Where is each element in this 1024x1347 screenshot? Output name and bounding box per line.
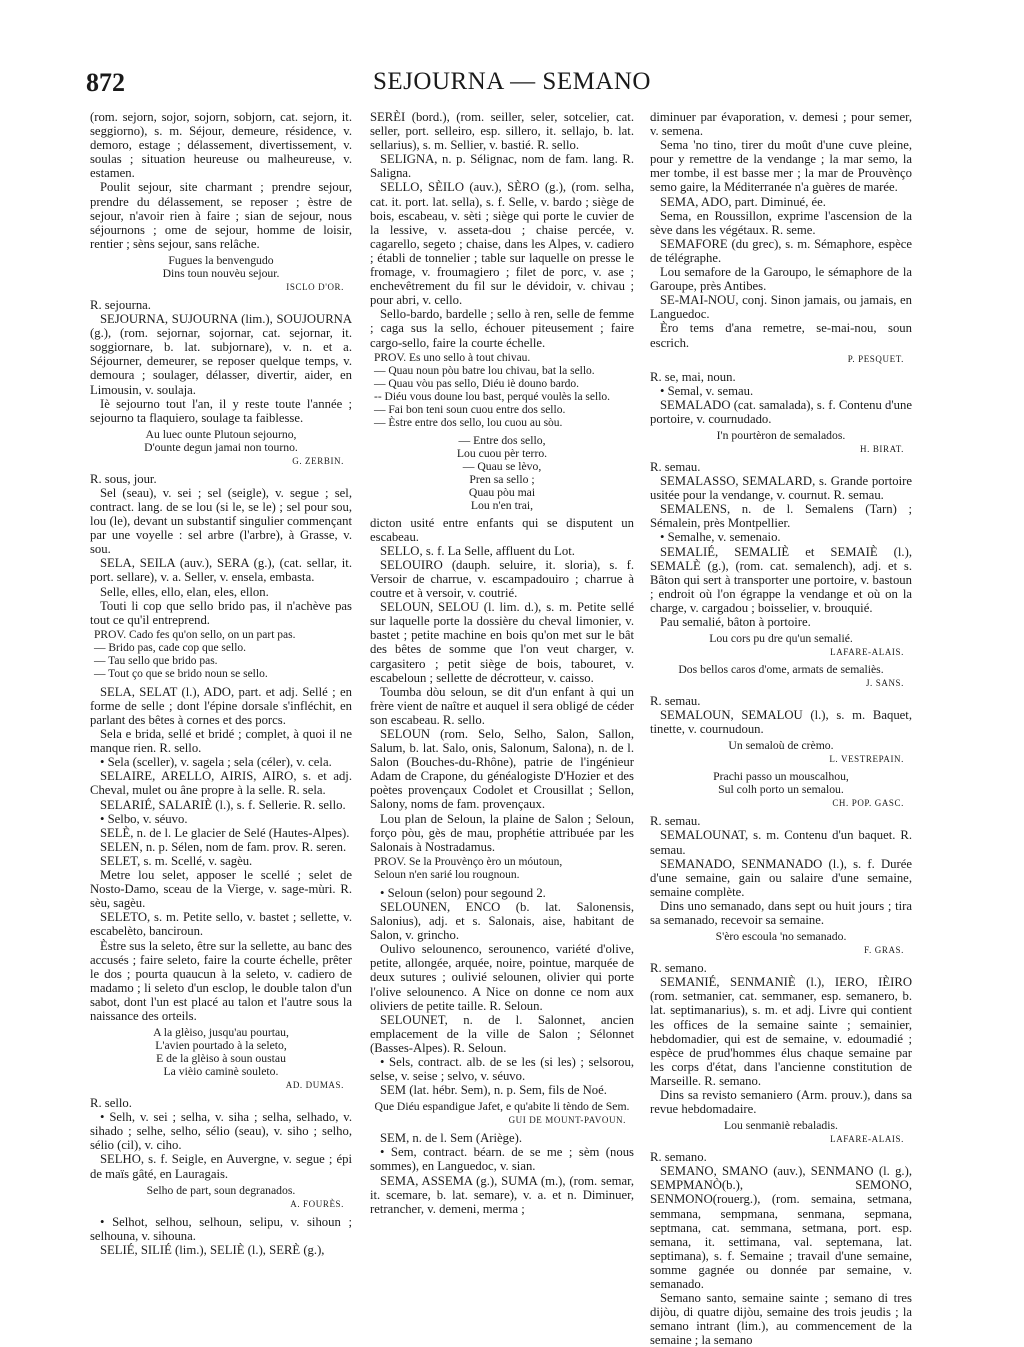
verse-line: Que Diéu espandigue Jafet, e qu'abite li tèndo de Sem. <box>374 1100 630 1114</box>
dictionary-entry: SEMA, ADO, part. Diminué, ée. <box>660 194 826 209</box>
proverb-line: Seloun n'en sarié lou rougnoun. <box>374 868 520 881</box>
quotation-author: CH. POP. GASC. <box>832 798 904 809</box>
dictionary-entry: SELA, SEILA (auv.), SERA (g.), (cat. sellar, it. port. sellare), v. a. Seller, v. ensela, embasta. <box>90 556 352 585</box>
dictionary-entry: SEMALADO (cat. samalada), s. f. Contenu d'une portoire, v. cournudado. <box>650 397 912 426</box>
verse-quotation <box>90 254 352 294</box>
dictionary-entry: Selle, elles, ello, elan, eles, ellon. <box>100 584 269 599</box>
verse-quotation <box>650 1119 912 1146</box>
quotation-author: G. ZERBIN. <box>292 455 344 466</box>
verse-quotation <box>650 353 912 366</box>
dictionary-entry: Oulivo selounenco, serounenco, variété d'olive, petite, allongée, arquée, noire, pointue, marquée de deux sutures ; oulivié selounen, olivier qui porte l'olive selounenco. A Nice on donne ce nom aux oliviers de petite taille. R. Seloun. <box>370 942 634 1013</box>
proverb-line: — Tau sello que brido pas. <box>94 654 218 667</box>
verse-line: D'ounte degun jamai non tourno. <box>144 440 298 454</box>
verse-line: Dins toun nouvèu sejour. <box>162 266 280 280</box>
verse-quotation <box>90 428 352 468</box>
dictionary-entry: diminuer par évaporation, v. demesi ; pour semer, v. semena. <box>650 110 912 139</box>
dictionary-entry: SERÈI (bord.), (rom. seiller, seler, sotcelier, cat. seller, port. selleiro, esp. sillero, it. sellajo, b. lat. sellarius), s. m. Sellier, v. bastié. R. sello. <box>370 110 634 153</box>
quotation-author: L. VESTREPAIN. <box>829 754 904 765</box>
dictionary-entry: Lou plan de Seloun, la plaine de Salon ; Seloun, forço pòu, gès de mau, prophétie attribuée par les Salonais à Nostradamus. <box>370 811 634 854</box>
dictionary-entry: • Semal, v. semau. <box>660 383 754 398</box>
verse-line: Sul colh porto un semalou. <box>718 783 844 797</box>
dictionary-entry: SELLO, SÈILO (auv.), SÈRO (g.), (rom. selha, cat. it. port. lat. sella), s. f. Selle, v. bardo ; siège de bois, escabeau, v. sèti ; siège qui porte le cuvier de la lessive, v. asseta-dou ; chaise percée, v. cagarello, segeto ; chaise, dans les Alpes, v. cadiero ; établi de tonnelier ; table sur laquelle on presse le fromage, v. froumagiero ; filet de porc, v. ase ; enchevêtrement du fil sur le dévidoir, v. chivau ; pour abri, v. cello. <box>370 180 634 308</box>
dictionary-entry: Dins uno semanado, dans sept ou huit jours ; tira sa semanado, recevoir sa semaine. <box>650 898 912 928</box>
verse-line: S'èro escoula 'no semanado. <box>715 930 847 944</box>
dictionary-entry: R. sello. <box>90 1096 132 1111</box>
verse-line: Lou cors pu dre qu'un semalié. <box>709 632 853 646</box>
proverb-line: -- Diéu vous doune lou bast, perqué voulès la sello. <box>374 390 611 403</box>
proverb-line: — Quau noun pòu batre lou chivau, bat la sello. <box>374 364 595 377</box>
verse-line: Fugues la benvengudo <box>168 253 274 267</box>
dictionary-entry: • Selh, v. sei ; selha, v. siha ; selha, selhado, v. sihado ; selhe, selho, sélio (seau), v. siho ; selho, sélio (cil), v. ciho. <box>90 1110 352 1153</box>
dictionary-entry: SEMA, ASSEMA (g.), SUMA (m.), (rom. semar, it. scemare, b. lat. semare), v. a. et n. Diminuer, retrancher, v. demeni, merma ; <box>370 1173 634 1216</box>
proverb-line: — Èstre entre dos sello, lou cuou au sòu. <box>374 416 563 429</box>
verse-quotation <box>370 434 634 512</box>
dictionary-entry: SELA, SELAT (l.), ADO, part. et adj. Sellé ; en forme de selle ; dont l'épine dorsale s'infléchit, en parlant des bêtes à cornes et des porcs. <box>90 684 352 727</box>
dictionary-entry: R. semano. <box>650 961 707 976</box>
dictionary-entry: Iè sejourno tout l'an, il y reste toute l'année ; sejourno ta flaquiero, soulage ta faiblesse. <box>90 396 352 425</box>
dictionary-entry: Metre lou selet, apposer le scellé ; selet de Nosto-Damo, sceau de la Vierge, v. sage-mùri. R. sèu, sagèu. <box>90 868 352 911</box>
dictionary-entry: Semano santo, semaine sainte ; semano di tres dijòu, di quatre dijòu, semaine des trois jeudis ; la semano intrant (lim.), au commencement de la semaine ; la semano <box>650 1291 912 1347</box>
proverb-line: — Brido pas, cade cop que sello. <box>94 641 247 654</box>
page-number: 872 <box>86 68 125 97</box>
right-column <box>650 110 912 1347</box>
dictionary-entry: Èstre sus la seleto, être sur la sellette, au banc des accusés ; faire seleto, faire la courte échelle, prêter le dos ; pourta quaucun à la seleto, v. cadiero de madamo ; li seleto d'un esclop, le double talon d'un sabot, dont l'un est placé au talon et l'autre sous la naissance des orteils. <box>90 938 352 1023</box>
dictionary-entry: R. semau. <box>650 694 701 709</box>
proverb-list <box>374 856 634 882</box>
dictionary-entry: SEMALIÉ, SEMALIÈ et SEMAIÈ (l.), SEMALÈ (g.), (rom. cat. semalench), adj. et s. Bâton qui sert à transporter une portoire, v. bastoun ; endroit où l'on égrappe la vendange et où on la charge, v. cargadou ; boisselier, v. brouquié. <box>650 544 912 615</box>
verse-quotation <box>650 739 912 766</box>
dictionary-entry: SEMALOUNAT, s. m. Contenu d'un baquet. R. semau. <box>650 828 912 857</box>
verse-line: E de la glèiso à soun oustau <box>156 1052 286 1066</box>
proverb-line: — Quau vòu pas sello, Diéu iè douno bardo. <box>374 377 580 390</box>
dictionary-entry: SELÈ, n. de l. Le glacier de Selé (Hautes-Alpes). <box>100 825 350 840</box>
dictionary-entry: R. semau. <box>650 459 701 474</box>
proverb-line: PROV. Cado fes qu'on sello, on un part pas. <box>94 628 296 641</box>
dictionary-entry: SELIGNA, n. p. Sélignac, nom de fam. lang. R. Saligna. <box>370 152 634 181</box>
dictionary-entry: • Sela (sceller), v. sagela ; sela (céler), v. cela. <box>100 755 332 770</box>
proverb-line: PROV. Es uno sello à tout chivau. <box>374 351 531 364</box>
verse-line: I'n pourtèron de semalados. <box>716 428 846 442</box>
verse-line: Lou n'en trai, <box>470 498 534 512</box>
dictionary-entry: SELARIÉ, SALARIÈ (l.), s. f. Sellerie. R. sello. <box>100 797 346 812</box>
proverb-line: — Tout ço que se brido noun se sello. <box>94 667 268 680</box>
dictionary-entry: Sema 'no tino, tirer du moût d'une cuve pleine, pour y remettre de la vendange ; la mar semo, la mer tombe, il est basse mer ; la mar de Prouvènço semo gaire, la Méditerranée n'a guères de marée. <box>650 138 912 195</box>
dictionary-entry: SEMANADO, SENMANADO (l.), s. f. Durée d'une semaine, gain ou salaire d'une semaine, semaine complète. <box>650 856 912 899</box>
proverb-list <box>94 629 352 681</box>
verse-quotation <box>90 1026 352 1092</box>
middle-column <box>370 110 634 1216</box>
quotation-author: A. FOURÈS. <box>290 1198 344 1209</box>
dictionary-entry: SEMALOUN, SEMALOU (l.), s. m. Baquet, tinette, v. cournudoun. <box>650 708 912 737</box>
dictionary-entry: (rom. sejorn, sojor, sojorn, sobjorn, cat. sejorn, it. seggiorno), s. m. Séjour, demeure, résidence, v. demoro, estage ; délassement, divertissement, v. soulas ; situation heureuse ou malheureuse, v. estamen. <box>90 110 352 181</box>
verse-quotation <box>650 930 912 957</box>
verse-quotation <box>90 1184 352 1211</box>
proverb-line: — Fai bon teni soun cuou entre dos sello. <box>374 403 566 416</box>
quotation-author: P. PESQUET. <box>847 353 904 364</box>
dictionary-entry: SELAIRE, ARELLO, AIRIS, AIRO, s. et adj. Cheval, mulet ou âne propre à la selle. R. sela. <box>90 769 352 798</box>
verse-line: A la glèiso, jusqu'au pourtau, <box>153 1026 289 1040</box>
verse-line: Au luec ounte Plutoun sejourno, <box>145 427 297 441</box>
verse-line: Prachi passo un mouscalhou, <box>713 770 849 784</box>
dictionary-entry: SELOUN (rom. Selo, Selho, Salon, Sallon, Salum, b. lat. Salo, onis, Salonum, Salona), n. de l. Salon (Bouches-du-Rhône), patrie de l'ingénieur Adam de Crapone, du généalogiste D'Hozier et des poètes provençaux Codolet et Crousillat ; Sellon, Salony, noms de fam. provençaux. <box>370 727 634 812</box>
dictionary-entry: Sema, en Roussillon, exprime l'ascension de la sève dans les végétaux. R. seme. <box>650 208 912 237</box>
dictionary-entry: Pau semalié, bâton à portoire. <box>660 615 811 629</box>
verse-line: L'avien pourtado à la seleto, <box>155 1039 287 1053</box>
verse-line: Un semaloù de crèmo. <box>728 739 834 753</box>
dictionary-entry: SELLO, s. f. La Selle, affluent du Lot. <box>380 543 575 558</box>
dictionary-entry: R. semano. <box>650 1150 707 1165</box>
dictionary-entry: SELOUIRO (dauph. seluire, it. sloria), s. f. Versoir de charrue, v. escampadouiro ; charrue à coutre et à versoir, v. coutrié. <box>370 557 634 601</box>
verse-quotation <box>650 632 912 659</box>
dictionary-entry: SEM, n. de l. Sem (Ariège). <box>380 1131 523 1146</box>
dictionary-entry: SELET, s. m. Scellé, v. sagèu. <box>100 853 253 868</box>
dictionary-entry: SE-MAI-NOU, conj. Sinon jamais, ou jamais, en Languedoc. <box>650 293 912 322</box>
verse-line: Selho de part, soun degranados. <box>146 1183 296 1197</box>
quotation-author: LAFARE-ALAIS. <box>830 1134 904 1145</box>
verse-quotation <box>650 770 912 810</box>
quotation-author: AD. DUMAS. <box>285 1080 344 1091</box>
dictionary-entry: • Seloun (selon) pour segound 2. <box>380 885 546 900</box>
verse-line: Pren sa sello ; <box>469 472 535 486</box>
running-head: SEJOURNA — SEMANO <box>373 68 651 95</box>
verse-line: La vièio caminè souleto. <box>163 1065 279 1079</box>
verse-line: Quau pòu mai <box>468 485 536 499</box>
proverb-list <box>374 352 634 430</box>
verse-line: Lou cuou pèr terro. <box>456 446 548 460</box>
dictionary-entry: dicton usité entre enfants qui se disputent un escabeau. <box>370 515 634 544</box>
verse-line: Lou senmaniè rebaladis. <box>724 1119 838 1133</box>
dictionary-entry: SELHO, s. f. Seigle, en Auvergne, v. segue ; épi de maïs gâté, en Lauragais. <box>90 1152 352 1181</box>
dictionary-entry: SEMAFORE (du grec), s. m. Sémaphore, espèce de télégraphe. <box>650 236 912 265</box>
dictionary-entry: Poulit sejour, site charmant ; prendre sejour, prendre du délassement, se reposer ; èstre de sejour, n'avoir rien à faire ; sian de sejour, nous séjournons ; ome de sejour, homme de loisir, rentier ; sèns sejour, sans relâche. <box>90 180 352 251</box>
verse-line: Dos bellos caros d'ome, armats de semaliès. <box>678 663 884 677</box>
dictionary-entry: Èro tems d'ana remetre, se-mai-nou, soun escrich. <box>650 321 912 350</box>
dictionary-entry: SEJOURNA, SUJOURNA (lim.), SOUJOURNA (g.), (rom. sejornar, sojornar, cat. sejornar, it. soggiornare, b. lat. subjornare), v. n. et a. Séjourner, demeurer, se reposer quelque temps, v. demoura ; soulager, délasser, divertir, aider, en Limousin, v. soulaja. <box>90 312 352 397</box>
dictionary-entry: Toumba dòu seloun, se dit d'un enfant à qui un frère vient de naître et auquel il sera obligé de céder son escabeau. R. sello. <box>370 684 634 727</box>
dictionary-entry: • Sels, contract. alb. de se les (si les) ; selsorou, selse, v. seise ; selvo, v. séuvo. <box>370 1054 634 1084</box>
dictionary-entry: R. sejourna. <box>90 297 151 312</box>
left-column <box>90 110 352 1257</box>
dictionary-entry: R. sous, jour. <box>90 471 157 486</box>
verse-line: — Entre dos sello, <box>458 433 546 447</box>
dictionary-entry: Dins sa revisto semaniero (Arm. prouv.), dans sa revue hebdomadaire. <box>650 1087 912 1117</box>
quotation-author: J. SANS. <box>865 678 904 689</box>
dictionary-entry: SELOUNEN, ENCO (b. lat. Salonensis, Salonius), adj. et s. Salonais, aise, habitant de Salon, v. grincho. <box>370 899 634 943</box>
dictionary-entry: Sello-bardo, bardelle ; sello à ren, selle de femme ; caga sus la sello, échouer piteusement ; faire cargo-sello, faire la courte échelle. <box>370 307 634 350</box>
dictionary-entry: SELOUN, SELOU (l. lim. d.), s. m. Petite sellé sur laquelle porte la dossière du cheval limonier, v. bastet ; petite machine en bois qu'on met sur le bât des bêtes de somme que l'on veut charger, v. cargasitero ; petit siège de bois, tabouret, v. escabeloun ; sellette de décrotteur, v. caisso. <box>370 600 634 685</box>
dictionary-entry: SELETO, s. m. Petite sello, v. bastet ; sellette, v. escabelèto, banciroun. <box>90 910 352 939</box>
dictionary-entry: Touti li cop que sello brido pas, il n'achève pas tout ce qu'il entreprend. <box>90 598 352 627</box>
quotation-author: H. BIRAT. <box>860 443 904 454</box>
dictionary-entry: SELIÉ, SILIÉ (lim.), SELIÈ (l.), SERÈ (g.), <box>100 1242 325 1257</box>
dictionary-entry: SEMANO, SMANO (auv.), SENMANO (l. g.), SEMPMANÒ(b.), SEMONO, SENMONO(rouerg.), (rom. semaina, setmana, semmana, sempmana, senmana, sepmana, septmana, cat. semmana, setmana, port. esp. semana, it. settimana, val. septemana, lat. septimana), s. f. Semaine ; travail d'une semaine, somme gagnée ou donnée par semaine, v. semanado. <box>650 1164 912 1291</box>
dictionary-entry: • Sem, contract. béarn. de se me ; sèm (nous sommes), en Languedoc, v. sian. <box>370 1145 634 1174</box>
quotation-author: LAFARE-ALAIS. <box>830 647 904 658</box>
dictionary-entry: Sel (seau), v. sei ; sel (seigle), v. segue ; sel, contract. lang. de se lou (si le, se le) ; sel pour sou, lou (le), devant un substantif singulier commençant par une voyelle : sel arbre (l'arbre), à Grasse, v. sou. <box>90 485 352 557</box>
dictionary-entry: SEMALENS, n. de l. Semalens (Tarn) ; Sémalein, près Montpellier. <box>650 502 912 531</box>
dictionary-entry: SEM (lat. hébr. Sem), n. p. Sem, fils de Noé. <box>380 1083 607 1098</box>
dictionary-entry: • Selbo, v. séuvo. <box>100 811 188 826</box>
dictionary-entry: SEMANIÉ, SENMANIÈ (l.), IERO, IÈIRO (rom. setmanier, cat. semmaner, esp. semanero, b. lat. septimanarius), s. m. et adj. Livre qui contient les offices de la semaine sainte ; semainier, hebdomadier, qui est de semaine, v. edoumadié ; espèce de prud'hommes élus chaque semaine par les corps d'état, dans l'ancienne constitution de Marseille. R. semano. <box>650 975 912 1088</box>
verse-quotation <box>650 663 912 690</box>
verse-line: — Quau se lèvo, <box>462 459 542 473</box>
quotation-author: GUI DE MOUNT-PAVOUN. <box>508 1115 626 1126</box>
quotation-author: ISCLO D'OR. <box>286 281 344 292</box>
verse-quotation <box>650 429 912 456</box>
quotation-author: F. GRAS. <box>864 945 904 956</box>
dictionary-entry: • Semalhe, v. semenaio. <box>660 530 781 545</box>
dictionary-entry: R. se, mai, noun. <box>650 369 736 384</box>
dictionary-entry: Sela e brida, sellé et bridé ; complet, à quoi il ne manque rien. R. sello. <box>90 727 352 756</box>
dictionary-entry: SEMALASSO, SEMALARD, s. Grande portoire usitée pour la vendange, v. cournut. R. semau. <box>650 474 912 503</box>
proverb-line: PROV. Se la Prouvènço èro un móutoun, <box>374 855 563 868</box>
dictionary-entry: R. semau. <box>650 814 701 829</box>
dictionary-entry: Lou semafore de la Garoupo, le sémaphore de la Garoupe, près Antibes. <box>650 265 912 294</box>
verse-quotation <box>370 1100 634 1127</box>
dictionary-entry: SELEN, n. p. Sélen, nom de fam. prov. R. seren. <box>100 839 347 854</box>
dictionary-entry: SELOUNET, n. de l. Salonnet, ancien emplacement de la ville de Salon ; Sélonnet (Basses-Alpes). R. Seloun. <box>370 1012 634 1055</box>
dictionary-entry: • Selhot, selhou, selhoun, selipu, v. sihoun ; selhouna, v. sihouna. <box>90 1214 352 1243</box>
